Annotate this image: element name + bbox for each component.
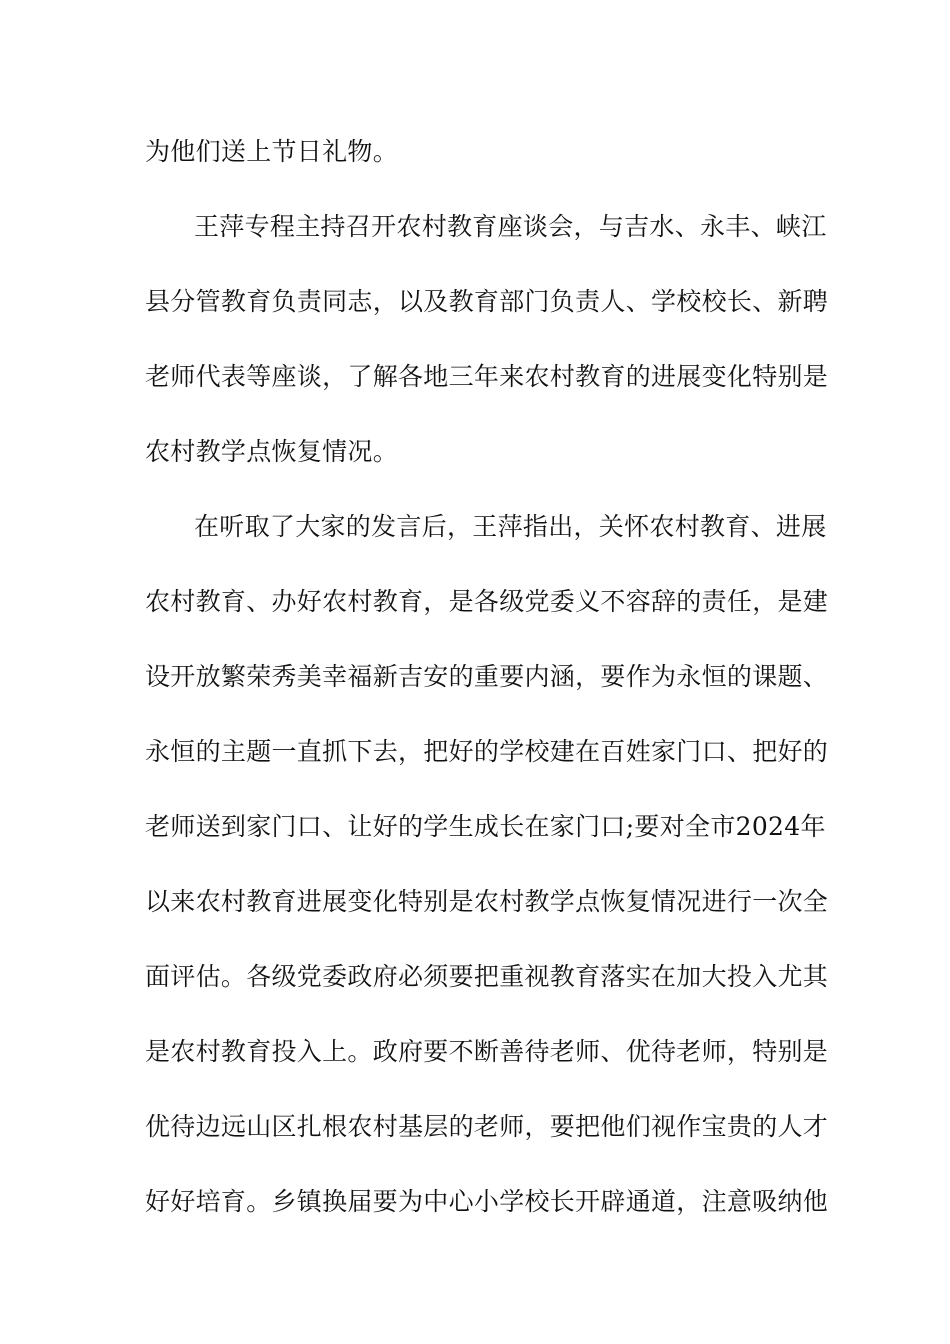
text-line: 永恒的主题一直抓下去，把好的学校建在百姓家门口、把好的 bbox=[145, 737, 829, 766]
text-line: 设开放繁荣秀美幸福新吉安的重要内涵，要作为永恒的课题、 bbox=[145, 662, 829, 691]
text-line: 县分管教育负责同志，以及教育部门负责人、学校校长、新聘 bbox=[145, 287, 829, 316]
text-line: 农村教学点恢复情况。 bbox=[145, 437, 399, 466]
text-line: 为他们送上节日礼物。 bbox=[145, 137, 399, 166]
paragraph-first-line: 王萍专程主持召开农村教育座谈会，与吉水、永丰、峡江 bbox=[194, 212, 827, 241]
text-line: 是农村教育投入上。政府要不断善待老师、优待老师，特别是 bbox=[145, 1037, 829, 1066]
text-line: 农村教育、办好农村教育，是各级党委义不容辞的责任，是建 bbox=[145, 587, 829, 616]
text-line: 老师代表等座谈，了解各地三年来农村教育的进展变化特别是 bbox=[145, 362, 829, 391]
text-line: 好好培育。乡镇换届要为中心小学校长开辟通道，注意吸纳他 bbox=[145, 1187, 829, 1216]
text-line: 优待边远山区扎根农村基层的老师，要把他们视作宝贵的人才 bbox=[145, 1112, 829, 1141]
text-line: 面评估。各级党委政府必须要把重视教育落实在加大投入尤其 bbox=[145, 962, 829, 991]
paragraph-first-line: 在听取了大家的发言后，王萍指出，关怀农村教育、进展 bbox=[194, 512, 827, 541]
text-line: 老师送到家门口、让好的学生成长在家门口;要对全市2024年 bbox=[145, 812, 826, 841]
text-line: 以来农村教育进展变化特别是农村教学点恢复情况进行一次全 bbox=[145, 887, 829, 916]
